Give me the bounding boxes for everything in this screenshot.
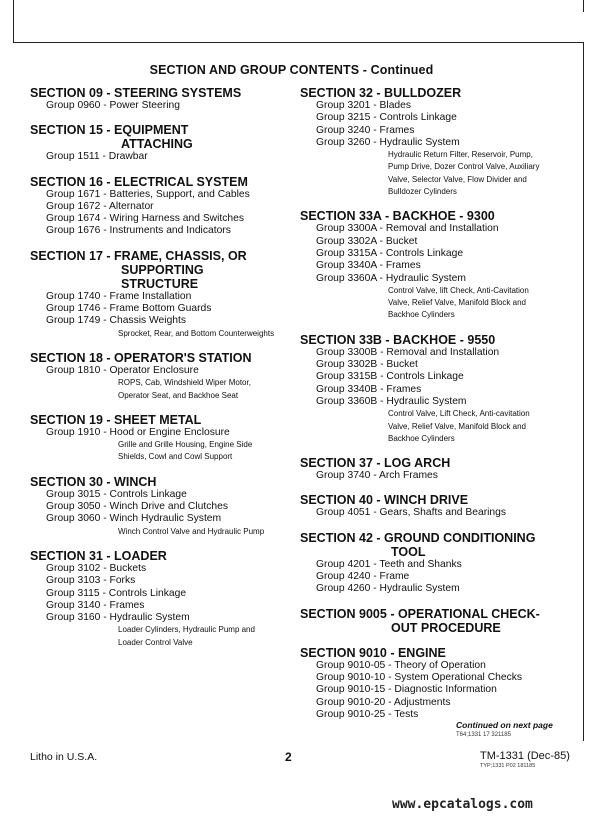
right-column — [300, 86, 572, 721]
group-entry: Group 3740 - Arch Frames — [316, 470, 438, 482]
section-block — [300, 86, 572, 198]
section-block — [30, 86, 292, 112]
group-entry: Group 1740 - Frame Installation — [46, 290, 192, 302]
section-block — [300, 493, 572, 519]
group-entry: Group 9010-05 - Theory of Operation — [316, 659, 486, 671]
section-title-text: SECTION 9005 - OPERATIONAL CHECK- — [300, 606, 540, 621]
section-title-text: SECTION 19 - SHEET METAL — [30, 412, 202, 427]
group-entry: Group 3315A - Controls Linkage — [316, 247, 464, 259]
group-description: ROPS, Cab, Windshield Wiper Motor, — [118, 378, 251, 388]
section-title-text: SECTION 42 - GROUND CONDITIONING — [300, 530, 536, 545]
group-entry: Group 9010-25 - Tests — [316, 708, 419, 720]
section-title — [30, 86, 292, 100]
group-description: Control Valve, Lift Check, Anti-cavitation — [388, 409, 530, 419]
group-entry: Group 3050 - Winch Drive and Clutches — [46, 501, 228, 513]
section-title — [300, 607, 572, 635]
group-description: Valve, Relief Valve, Manifold Block and — [388, 421, 526, 431]
section-title — [30, 549, 292, 563]
section-title-continuation: STRUCTURE — [121, 276, 199, 291]
group-entry: Group 9010-10 - System Operational Checks — [316, 671, 523, 683]
group-description: Backhoe Cylinders — [388, 433, 455, 443]
group-entry: Group 3201 - Blades — [316, 100, 412, 111]
section-block — [30, 475, 292, 538]
group-entry: Group 3360B - Hydraulic System — [316, 395, 467, 407]
group-entry: Group 4051 - Gears, Shafts and Bearings — [316, 507, 507, 519]
section-block — [300, 209, 572, 321]
section-title-text: SECTION 33B - BACKHOE - 9550 — [300, 332, 496, 347]
group-entry: Group 1672 - Alternator — [46, 200, 154, 212]
group-description: Operator Seat, and Backhoe Seat — [118, 390, 239, 400]
group-entry: Group 3102 - Buckets — [46, 562, 147, 574]
binding-margin-line — [13, 0, 14, 42]
section-title-text: SECTION 15 - EQUIPMENT — [30, 123, 189, 138]
section-title-continuation: OUT PROCEDURE — [391, 620, 501, 635]
section-title — [300, 646, 572, 660]
reference-code: T64;1331 17 321185 — [456, 732, 511, 738]
section-title-text: SECTION 18 - OPERATOR'S STATION — [30, 350, 252, 365]
group-entry: Group 4201 - Teeth and Shanks — [316, 558, 462, 570]
group-entry: Group 4240 - Frame — [316, 571, 410, 583]
section-title-text: SECTION 32 - BULLDOZER — [300, 86, 462, 100]
group-entry: Group 1674 - Wiring Harness and Switches — [46, 213, 245, 225]
section-block — [30, 175, 292, 238]
section-title — [300, 531, 572, 559]
manual-id: TM-1331 (Dec-85) — [480, 750, 570, 762]
section-title — [300, 493, 572, 507]
continued-note: Continued on next page — [456, 720, 553, 730]
trim-mark — [583, 0, 584, 12]
section-title — [30, 123, 292, 151]
group-entry: Group 1746 - Frame Bottom Guards — [46, 303, 212, 315]
section-title — [300, 456, 572, 470]
group-entry: Group 3215 - Controls Linkage — [316, 112, 457, 124]
group-description: Sprocket, Rear, and Bottom Counterweights — [118, 328, 275, 338]
group-entry: Group 1671 - Batteries, Support, and Cables — [46, 188, 250, 200]
section-block — [300, 607, 572, 635]
group-entry: Group 3315B - Controls Linkage — [316, 371, 464, 383]
section-block — [300, 531, 572, 596]
group-description: Valve, Relief Valve, Manifold Block and — [388, 298, 526, 308]
group-entry: Group 1676 - Instruments and Indicators — [46, 225, 231, 237]
group-entry: Group 3115 - Controls Linkage — [46, 587, 187, 599]
section-title-text: SECTION 33A - BACKHOE - 9300 — [300, 209, 495, 224]
group-entry: Group 1810 - Operator Enclosure — [46, 364, 199, 376]
group-entry: Group 4260 - Hydraulic System — [316, 583, 460, 595]
group-description: Backhoe Cylinders — [388, 310, 455, 320]
section-title-text: SECTION 9010 - ENGINE — [300, 645, 446, 660]
section-title-text: SECTION 17 - FRAME, CHASSIS, OR — [30, 248, 247, 263]
section-title-text: SECTION 30 - WINCH — [30, 474, 157, 489]
group-description: Pump Drive, Dozer Control Valve, Auxiliary — [388, 162, 540, 172]
section-title-continuation: ATTACHING — [121, 137, 193, 152]
group-description: Hydraulic Return Filter, Reservoir, Pump, — [388, 150, 533, 160]
section-block — [300, 456, 572, 482]
group-entry: Group 3260 - Hydraulic System — [316, 136, 460, 148]
section-block — [30, 413, 292, 464]
group-entry: Group 3160 - Hydraulic System — [46, 612, 190, 624]
page-header: SECTION AND GROUP CONTENTS - Continued — [149, 63, 434, 77]
group-description: Shields, Cowl and Cowl Support — [118, 452, 233, 462]
section-title — [30, 351, 292, 365]
group-description: Valve, Selector Valve, Flow Divider and — [388, 174, 527, 184]
section-title-continuation: TOOL — [391, 544, 426, 559]
section-title — [30, 413, 292, 427]
section-title — [30, 175, 292, 189]
group-entry: Group 3360A - Hydraulic System — [316, 272, 466, 284]
group-entry: Group 1511 - Drawbar — [46, 151, 148, 163]
group-entry: Group 9010-15 - Diagnostic Information — [316, 684, 497, 696]
section-title — [30, 249, 292, 291]
section-title — [300, 86, 572, 100]
group-entry: Group 3240 - Frames — [316, 124, 415, 136]
group-description: Bulldozer Cylinders — [388, 187, 457, 197]
group-entry: Group 3300B - Removal and Installation — [316, 346, 500, 358]
section-title-continuation: SUPPORTING — [121, 262, 204, 277]
group-description: Winch Control Valve and Hydraulic Pump — [118, 526, 265, 536]
group-entry: Group 3340B - Frames — [316, 383, 422, 395]
group-description: Loader Cylinders, Hydraulic Pump and — [118, 625, 255, 635]
section-title — [300, 209, 572, 223]
group-entry: Group 1749 - Chassis Weights — [46, 315, 187, 327]
reference-code-bottom: TYP;1331 P02 181185 — [480, 763, 536, 769]
group-entry: Group 3340A - Frames — [316, 260, 421, 272]
website-watermark: www.epcatalogs.com — [392, 797, 533, 812]
litho-note: Litho in U.S.A. — [30, 751, 98, 763]
section-title-text: SECTION 40 - WINCH DRIVE — [300, 493, 469, 508]
group-description: Loader Control Valve — [118, 637, 193, 647]
section-title — [30, 475, 292, 489]
group-description: Grille and Grille Housing, Engine Side — [118, 440, 253, 450]
group-entry: Group 3060 - Winch Hydraulic System — [46, 513, 222, 525]
group-entry: Group 0960 - Power Steering — [46, 100, 180, 111]
section-block — [30, 123, 292, 163]
section-block — [30, 549, 292, 649]
page-number: 2 — [285, 750, 292, 764]
section-title-text: SECTION 09 - STEERING SYSTEMS — [30, 86, 242, 100]
group-entry: Group 3103 - Forks — [46, 575, 136, 587]
group-entry: Group 3300A - Removal and Installation — [316, 223, 499, 235]
left-column — [30, 86, 292, 649]
group-entry: Group 3015 - Controls Linkage — [46, 488, 187, 500]
group-entry: Group 3302B - Bucket — [316, 359, 418, 371]
section-title-text: SECTION 16 - ELECTRICAL SYSTEM — [30, 174, 248, 189]
group-entry: Group 3140 - Frames — [46, 599, 145, 611]
section-title-text: SECTION 37 - LOG ARCH — [300, 456, 451, 471]
section-block — [30, 249, 292, 340]
group-entry: Group 3302A - Bucket — [316, 235, 418, 247]
group-entry: Group 1910 - Hood or Engine Enclosure — [46, 426, 230, 438]
group-description: Control Valve, lift Check, Anti-Cavitation — [388, 285, 529, 295]
section-title-text: SECTION 31 - LOADER — [30, 548, 167, 563]
section-title — [300, 333, 572, 347]
section-block — [300, 646, 572, 721]
section-block — [30, 351, 292, 402]
group-entry: Group 9010-20 - Adjustments — [316, 696, 451, 708]
section-block — [300, 333, 572, 445]
